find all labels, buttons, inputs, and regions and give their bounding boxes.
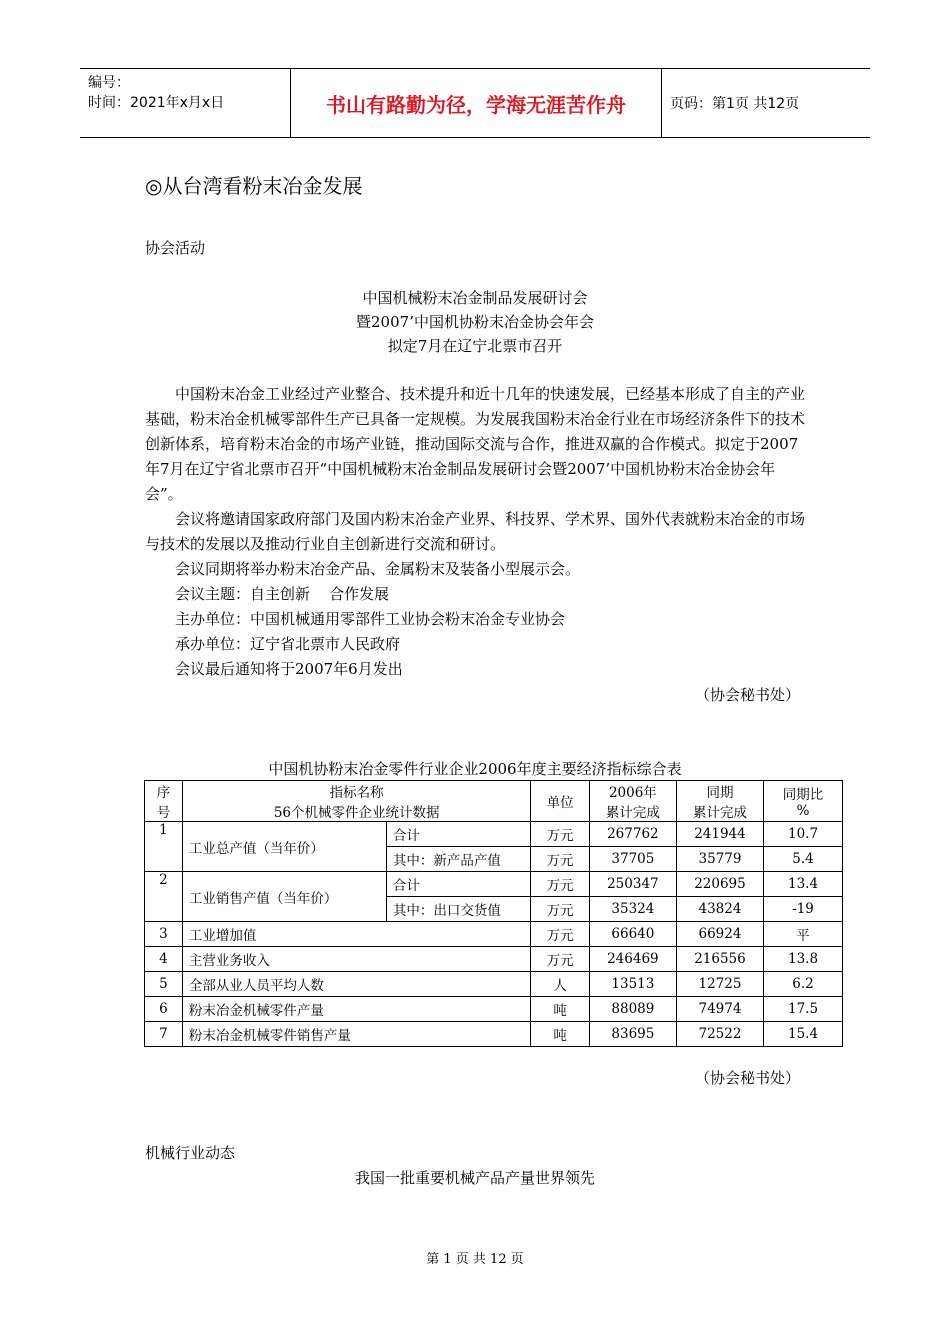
header-left <box>80 69 291 137</box>
table-cell: 83695 <box>589 1022 676 1047</box>
notice-title-line: 暨2007’中国机协粉末冶金协会年会 <box>356 313 594 331</box>
table-cell: 万元 <box>531 922 589 947</box>
table-cell: 12725 <box>676 972 763 997</box>
table-cell: 5 <box>145 972 183 997</box>
notice-title <box>145 286 805 358</box>
table-row <box>145 1022 843 1047</box>
table-cell: 17.5 <box>764 997 843 1022</box>
table-row <box>145 972 843 997</box>
table-row <box>145 922 843 947</box>
paragraph: 主办单位：中国机械通用零部件工业协会粉末冶金专业协会 <box>175 610 566 628</box>
document-header <box>80 68 870 138</box>
page-footer: 第 1 页 共 12 页 <box>426 1252 524 1267</box>
table-cell: 万元 <box>531 897 589 922</box>
table-cell: 万元 <box>531 872 589 897</box>
table-cell: 66640 <box>589 922 676 947</box>
table-cell: 74974 <box>676 997 763 1022</box>
paragraph: 中国粉末冶金工业经过产业整合、技术提升和近十几年的快速发展，已经基本形成了自主的产业基础，粉末冶金机械零部件生产已具备一定规模。为发展我国粉末冶金行业在市场经济条件下的技术创新体系，培育粉末冶金的市场产业链，推动国际交流与合作，推进双赢的合作模式。拟定于2007年7月在辽宁省北票市召开“中国机械粉末冶金制品发展研讨会暨2007’中国机协粉末冶金协会年会”。 <box>145 385 806 503</box>
table-cell: 241944 <box>676 822 763 847</box>
section-heading-association: 协会活动 <box>145 239 206 257</box>
table-cell: 万元 <box>531 822 589 847</box>
paragraph: 承办单位：辽宁省北票市人民政府 <box>175 635 401 653</box>
table-cell: 250347 <box>589 872 676 897</box>
paragraph: 会议将邀请国家政府部门及国内粉末冶金产业界、科技界、学术界、国外代表就粉末冶金的市场与技术的发展以及推动行业自主创新进行交流和研讨。 <box>145 510 806 553</box>
table-cell: 6 <box>145 997 183 1022</box>
economic-indicators-table <box>144 780 843 1047</box>
table-row <box>145 947 843 972</box>
table-cell: 220695 <box>676 872 763 897</box>
header-seq: 序 号 <box>145 781 183 822</box>
subtitle-industry: 我国一批重要机械产品产量世界领先 <box>354 1169 595 1187</box>
table-cell: 35779 <box>676 847 763 872</box>
header-motto: 书山有路勤为径，学海无涯苦作舟 <box>291 69 662 137</box>
article-body <box>145 382 807 682</box>
table-cell: -19 <box>764 897 843 922</box>
table-cell: 万元 <box>531 847 589 872</box>
table-cell: 3 <box>145 922 183 947</box>
table-cell: 13.8 <box>764 947 843 972</box>
signature-secretariat: （协会秘书处） <box>694 686 800 704</box>
table-cell: 72522 <box>676 1022 763 1047</box>
header-prev: 同期 累计完成 <box>676 781 763 822</box>
time-label: 时间：2021年x月x日 <box>88 95 225 111</box>
table-cell: 工业增加值 <box>182 922 530 947</box>
article-title: ◎从台湾看粉末冶金发展 <box>145 174 363 198</box>
header-indicator-name: 指标名称 56个机械零件企业统计数据 <box>182 781 530 822</box>
notice-title-line: 中国机械粉末冶金制品发展研讨会 <box>362 289 588 307</box>
section-heading-industry: 机械行业动态 <box>145 1144 236 1162</box>
table-cell: 13.4 <box>764 872 843 897</box>
table-cell: 6.2 <box>764 972 843 997</box>
table-cell: 2 <box>145 872 183 922</box>
table-cell: 5.4 <box>764 847 843 872</box>
header-page-info: 页码：第1页 共12页 <box>670 96 800 112</box>
notice-title-line: 拟定7月在辽宁北票市召开 <box>387 337 563 355</box>
table-cell: 人 <box>531 972 589 997</box>
table-cell: 15.4 <box>764 1022 843 1047</box>
table-cell: 合计 <box>386 822 531 847</box>
table-cell: 37705 <box>589 847 676 872</box>
table-cell: 万元 <box>531 947 589 972</box>
table-cell: 粉末冶金机械零件销售产量 <box>182 1022 530 1047</box>
table-cell: 7 <box>145 1022 183 1047</box>
table-cell: 工业销售产值（当年价） <box>182 872 386 922</box>
table-row <box>145 822 843 847</box>
table-cell: 吨 <box>531 1022 589 1047</box>
table-cell: 4 <box>145 947 183 972</box>
table-cell: 粉末冶金机械零件产量 <box>182 997 530 1022</box>
table-cell: 吨 <box>531 997 589 1022</box>
table-cell: 工业总产值（当年价） <box>182 822 386 872</box>
table-cell: 10.7 <box>764 822 843 847</box>
table-cell: 66924 <box>676 922 763 947</box>
table-cell: 全部从业人员平均人数 <box>182 972 530 997</box>
table-title: 中国机协粉末冶金零件行业企业2006年度主要经济指标综合表 <box>268 760 682 778</box>
table-cell: 88089 <box>589 997 676 1022</box>
table-row <box>145 872 843 897</box>
table-cell: 其中：新产品产值 <box>386 847 531 872</box>
table-cell: 其中：出口交货值 <box>386 897 531 922</box>
table-cell: 平 <box>764 922 843 947</box>
table-row <box>145 997 843 1022</box>
table-header-row <box>145 781 843 822</box>
paragraph: 会议同期将举办粉末冶金产品、金属粉末及装备小型展示会。 <box>175 560 581 578</box>
table-cell: 1 <box>145 822 183 872</box>
table-cell: 216556 <box>676 947 763 972</box>
paragraph: 会议主题：自主创新 合作发展 <box>175 585 390 603</box>
number-label: 编号： <box>88 75 130 91</box>
header-unit: 单位 <box>531 781 589 822</box>
paragraph: 会议最后通知将于2007年6月发出 <box>175 660 403 678</box>
table-cell: 13513 <box>589 972 676 997</box>
header-2006: 2006年 累计完成 <box>589 781 676 822</box>
table-cell: 主营业务收入 <box>182 947 530 972</box>
table-cell: 35324 <box>589 897 676 922</box>
table-cell: 合计 <box>386 872 531 897</box>
header-ratio: 同期比 % <box>764 781 843 822</box>
signature-secretariat-2: （协会秘书处） <box>694 1069 800 1087</box>
table-cell: 43824 <box>676 897 763 922</box>
table-cell: 267762 <box>589 822 676 847</box>
table-cell: 246469 <box>589 947 676 972</box>
